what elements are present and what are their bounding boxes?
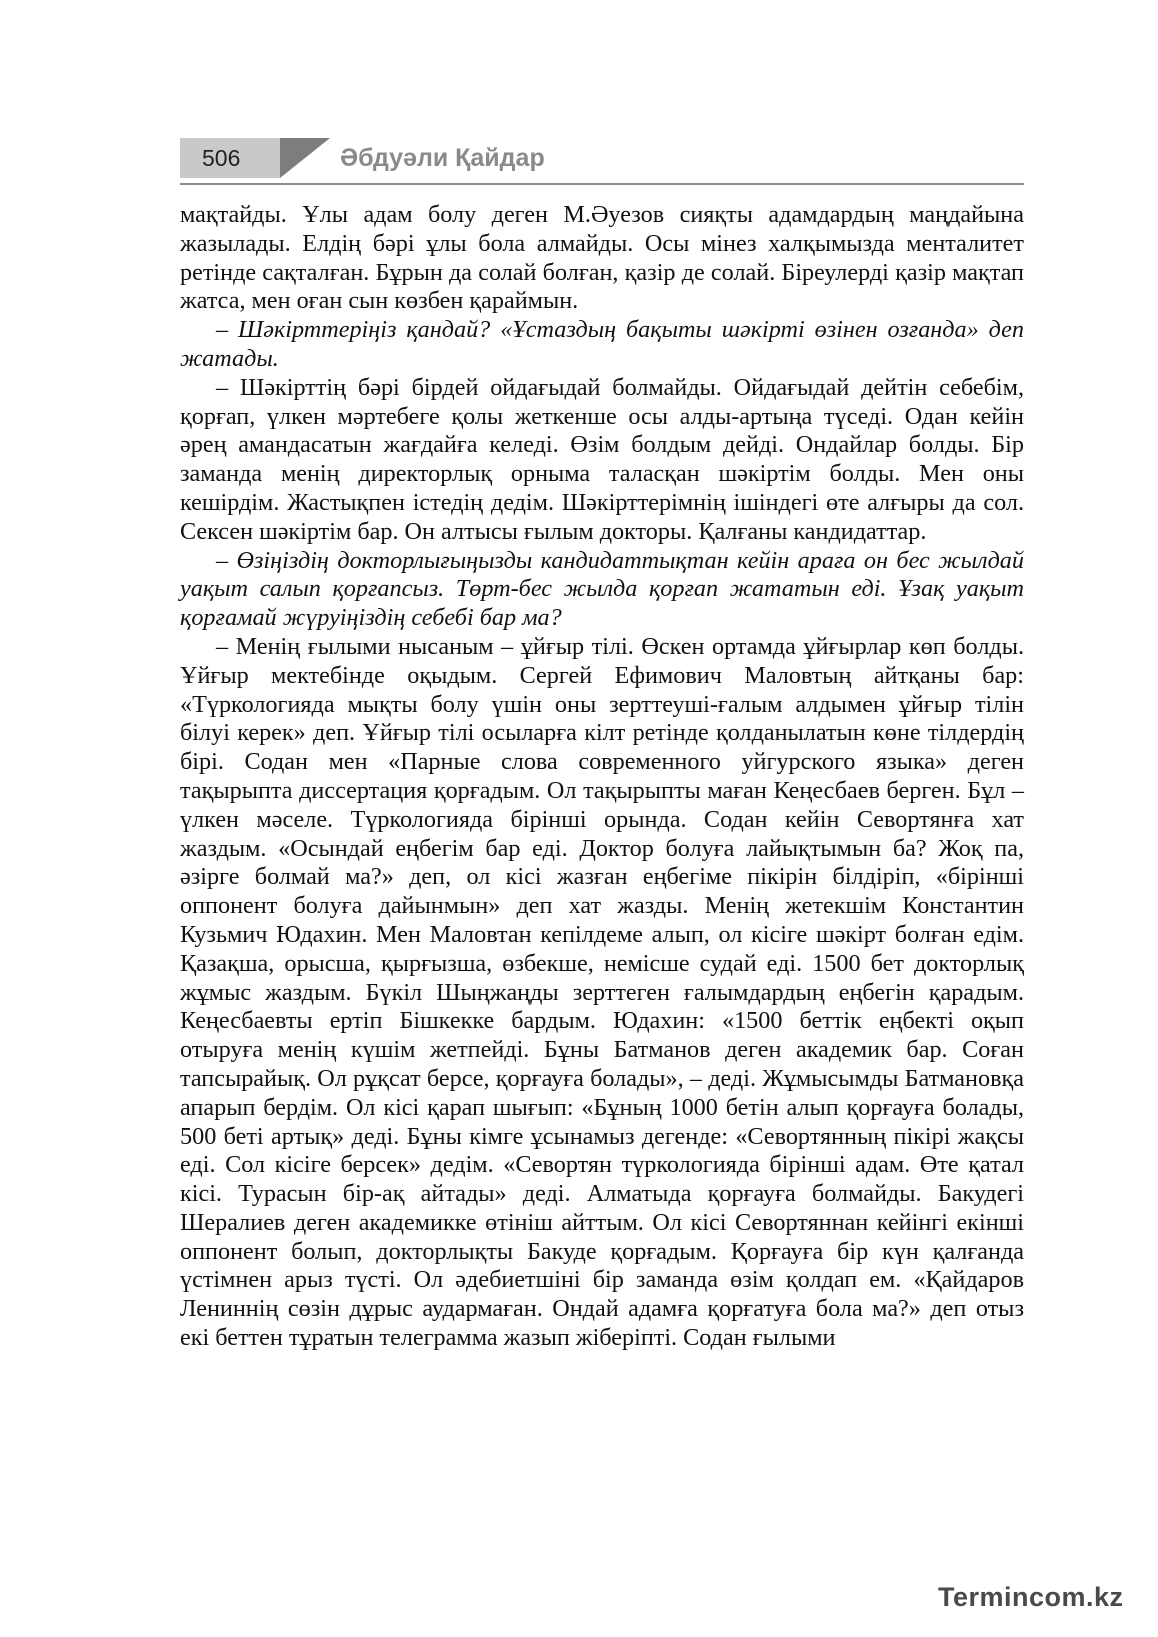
page-tab-arrow: [280, 138, 330, 178]
watermark: Termincom.kz: [938, 1582, 1124, 1612]
interview-question: – Өзіңіздің докторлығыңызды кандидаттықтан кейін араға он бес жылдай уақыт салып қорғапсыз. Төрт-бес жылда қорғап жататын еді. Ұзақ уақыт қорғамай жүруіңіздің себебі бар ма?: [180, 546, 1024, 632]
page-body: [180, 201, 1024, 1353]
paragraph: мақтайды. Ұлы адам болу деген М.Әуезов сияқты адамдардың маңдайына жазылады. Елдің бәрі ұлы бола алмайды. Осы мінез халқымызда менталитет ретінде сақталған. Бұрын да солай болған, қазір де солай. Біреулерді қазір мақтап жатса, мен оған сын көзбен қараймын.: [180, 201, 1024, 315]
paragraph: – Менің ғылыми нысаным – ұйғыр тілі. Өскен ортамда ұйғырлар көп болды. Ұйғыр мектебінде оқыдым. Сергей Ефимович Маловтың айтқаны бар: «Түркологияда мықты болу үшін оны зерттеуші-ғалым алдымен ұйғыр тілін білуі керек» деп. Ұйғыр тілі осыларға кілт ретінде қолданылатын көне тілдердің бірі. Содан мен «Парные слова современного уйгурского языка» деген тақырыпта диссертация қорғадым. Ол тақырыпты маған Кеңесбаев берген. Бұл – үлкен мәселе. Түркологияда бірінші орында. Содан кейін Севортянға хат жаздым. «Осындай еңбегім бар еді. Доктор болуға лайықтымын ба? Жоқ па, әзірге болмай ма?» деп, ол кісі жазған еңбегіме пікірін білдіріп, «бірінші оппонент болуға дайынмын» деп хат жазды. Менің жетекшім Константин Кузьмич Юдахин. Мен Маловтан кепілдеме алып, ол кісіге шәкірт болған едім. Қазақша, орысша, қырғызша, өзбекше, немісше судай еді. 1500 бет докторлық жұмыс жаздым. Бүкіл Шыңжаңды зерттеген ғалымдардың еңбегін қарадым. Кеңесбаевты ертіп Бішкекке бардым. Юдахин: «1500 беттік еңбекті оқып отыруға менің күшім жетпейді. Бұны Батманов деген академик бар. Соған тапсырайық. Ол рұқсат берсе, қорғауға болады», – деді. Жұмысымды Батмановқа апарып бердім. Ол кісі қарап шығып: «Бұның 1000 бетін алып қорғауға болады, 500 беті артық» деді. Бұны кімге ұсынамыз дегенде: «Севортянның пікірі жақсы еді. Сол кісіге берсек» дедім. «Севортян түркологияда бірінші адам. Өте қатал кісі. Турасын бір-ақ айтады» деді. Алматыда қорғауға болмайды. Бакудегі Шералиев деген академикке өтініш айттым. Ол кісі Севортяннан кейінгі екінші оппонент болып, докторлықты Бакуде қорғадым. Қорғауға бір күн қалғанда үстімнен арыз түсті. Ол әдебиетшіні бір заманда өзім қолдап ем. «Қайдаров Лениннің сөзін дұрыс аудармаған. Ондай адамға қорғатуға бола ма?» деп отыз екі беттен тұратын телеграмма жазып жіберіпті. Содан ғылыми: [180, 632, 1024, 1352]
page-number: 506: [180, 138, 280, 178]
page-header: [180, 138, 1024, 188]
interview-question: – Шәкірттеріңіз қандай? «Ұстаздың бақыты шәкірті өзінен озғанда» деп жатады.: [180, 316, 1024, 372]
paragraph: – Шәкірттің бәрі бірдей ойдағыдай болмайды. Ойдағыдай дейтін себебім, қорғап, үлкен мәртебеге қолы жеткенше осы алды-артыңа түседі. Одан кейін әрең амандасатын жағдайға келеді. Өзім болдым дейді. Ондайлар болды. Бір заманда менің директорлық орныма таласқан шәкіртім болды. Мен оны кешірдім. Жастықпен істедің дедім. Шәкірттерімнің ішіндегі өте алғыры да сол. Сексен шәкіртім бар. Он алтысы ғылым докторы. Қалғаны кандидаттар.: [180, 373, 1024, 545]
header-rule: [180, 183, 1024, 185]
running-head-author: Әбдуәли Қайдар: [340, 144, 545, 172]
